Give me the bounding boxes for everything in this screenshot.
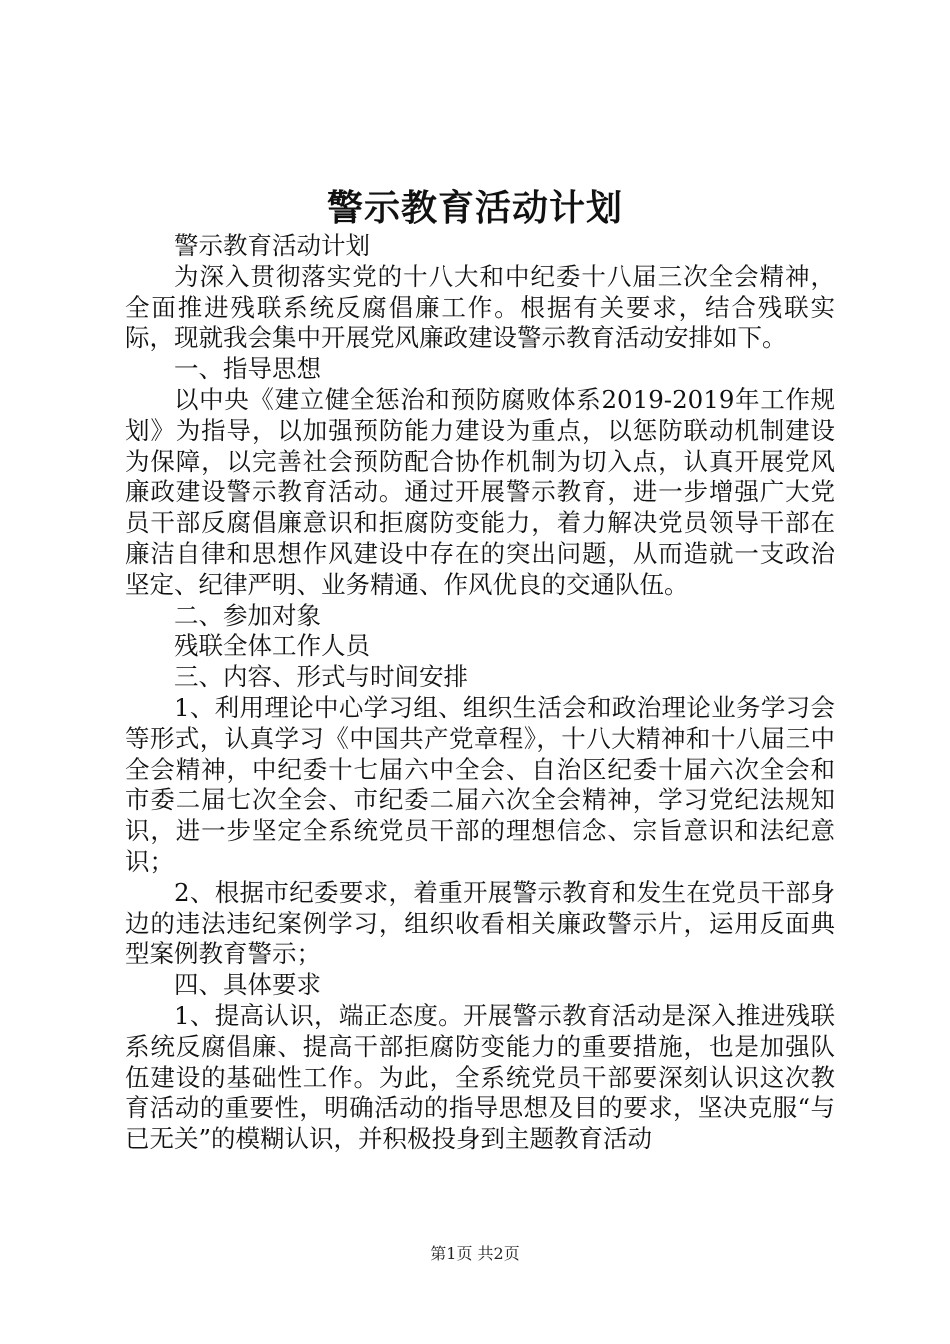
heading-content-schedule: 三、内容、形式与时间安排	[174, 662, 468, 692]
paragraph-content-item-1: 1、利用理论中心学习组、组织生活会和政治理论业务学习会等形式，认真学习《中国共产党章程》，十八大精神和十八届三中全会精神，中纪委十七届六中全会、自治区纪委十届六次全会和市委二届七次全会、市纪委二届六次全会精神，学习党纪法规知识，进一步坚定全系统党员干部的理想信念、宗旨意识和法纪意识；	[125, 692, 835, 876]
paragraph-requirement-1: 1、提高认识，端正态度。开展警示教育活动是深入推进残联系统反腐倡廉、提高干部拒腐防变能力的重要措施，也是加强队伍建设的基础性工作。为此，全系统党员干部要深刻认识这次教育活动的重要性，明确活动的指导思想及目的要求，坚决克服“与已无关”的模糊认识，并积极投身到主题教育活动	[125, 1000, 835, 1154]
paragraph-intro: 为深入贯彻落实党的十八大和中纪委十八届三次全会精神，全面推进残联系统反腐倡廉工作。根据有关要求，结合残联实际，现就我会集中开展党风廉政建设警示教育活动安排如下。	[125, 261, 835, 353]
heading-guiding-ideology: 一、指导思想	[174, 354, 321, 384]
page-number-footer: 第1页 共2页	[430, 1244, 520, 1263]
paragraph-guiding-ideology: 以中央《建立健全惩治和预防腐败体系2019-2019年工作规划》为指导，以加强预防能力建设为重点，以惩防联动机制建设为保障，以完善社会预防配合协作机制为切入点，认真开展党风廉政建设警示教育活动。通过开展警示教育，进一步增强广大党员干部反腐倡廉意识和拒腐防变能力，着力解决党员领导干部在廉洁自律和思想作风建设中存在的突出问题，从而造就一支政治坚定、纪律严明、业务精通、作风优良的交通队伍。	[125, 384, 835, 599]
document-body	[125, 231, 835, 1155]
heading-participants: 二、参加对象	[174, 600, 321, 630]
paragraph-subtitle: 警示教育活动计划	[174, 231, 370, 260]
paragraph-participants: 残联全体工作人员	[174, 631, 370, 661]
heading-requirements: 四、具体要求	[174, 970, 321, 1000]
paragraph-content-item-2: 2、根据市纪委要求，着重开展警示教育和发生在党员干部身边的违法违纪案例学习，组织收看相关廉政警示片，运用反面典型案例教育警示；	[125, 877, 835, 969]
document-title: 警示教育活动计划	[326, 187, 623, 229]
